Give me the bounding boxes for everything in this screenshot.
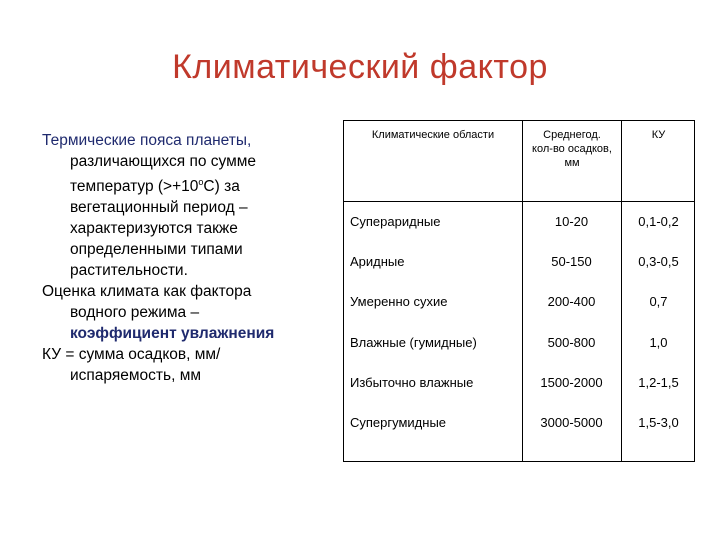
row-3-precip: 200-400 xyxy=(547,294,596,309)
header-divider xyxy=(344,201,694,202)
row-6-precip: 3000-5000 xyxy=(540,415,603,430)
row-6-region: Супергумидные xyxy=(350,415,447,430)
row-4-precip: 500-800 xyxy=(547,335,596,350)
text-line-9: водного режима – xyxy=(70,304,200,322)
text-line-1: Термические пояса планеты, xyxy=(42,132,252,149)
text-line-5: характеризуются также xyxy=(70,220,238,238)
text-line-7: растительности. xyxy=(70,262,188,280)
column-divider xyxy=(621,121,622,461)
row-5-region: Избыточно влажные xyxy=(350,375,474,390)
row-2-region: Аридные xyxy=(350,254,405,269)
row-1-precip: 10-20 xyxy=(554,214,589,229)
row-1-ku: 0,1-0,2 xyxy=(638,214,679,229)
row-6-ku: 1,5-3,0 xyxy=(638,415,679,430)
text-line-10: коэффициент увлажнения xyxy=(70,325,275,343)
row-5-ku: 1,2-1,5 xyxy=(638,375,679,390)
row-2-precip: 50-150 xyxy=(551,254,592,269)
row-1-region: Супераридные xyxy=(350,214,441,229)
text-line-4: вегетационный период – xyxy=(70,199,248,217)
header-ku: КУ xyxy=(651,129,666,141)
text-line-11: КУ = сумма осадков, мм/ xyxy=(42,346,221,364)
column-divider xyxy=(522,121,523,461)
text-line-3: температур $(>+10^oС)$ за xyxy=(70,177,240,196)
row-5-precip: 1500-2000 xyxy=(540,375,603,390)
row-3-ku: 0,7 xyxy=(649,294,668,309)
slide-title: Климатический фактор xyxy=(172,48,548,86)
row-4-region: Влажные (гумидные) xyxy=(350,335,477,350)
row-2-ku: 0,3-0,5 xyxy=(638,254,679,269)
text-line-8: Оценка климата как фактора xyxy=(42,283,252,301)
header-climate-region: Климатические области xyxy=(371,129,495,141)
text-line-6: определенными типами xyxy=(70,241,243,259)
row-3-region: Умеренно сухие xyxy=(350,294,448,309)
row-4-ku: 1,0 xyxy=(649,335,668,350)
header-precipitation: Среднегод. кол-во осадков, мм xyxy=(532,129,612,169)
climate-table xyxy=(343,120,695,462)
text-line-12: испаряемость, мм xyxy=(70,367,202,385)
description-text xyxy=(42,130,317,386)
text-line-2: различающихся по сумме xyxy=(70,153,257,170)
